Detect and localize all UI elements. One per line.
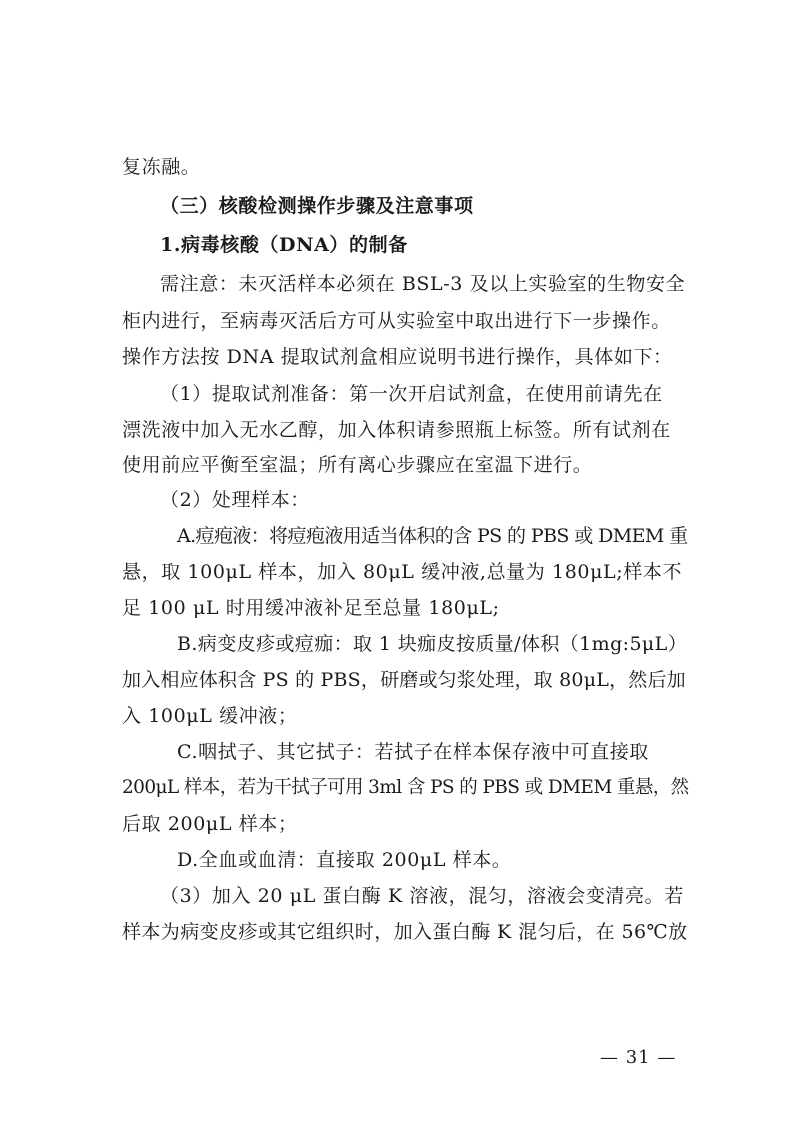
text-line: 足 100 μL 时用缓冲液补足至总量 180μL;	[122, 597, 500, 619]
text-line: 200μL 样本，若为干拭子可用 3ml 含 PS 的 PBS 或 DMEM 重悬，然	[122, 777, 689, 798]
text-line: （2）处理样本：	[160, 489, 310, 511]
text-line: 柜内进行，至病毒灭活后方可从实验室中取出进行下一步操作。	[122, 310, 671, 332]
section-heading: （三）核酸检测操作步骤及注意事项	[160, 195, 474, 217]
text-line: A.痘疱液：将痘疱液用适当体积的含 PS 的 PBS 或 DMEM 重	[177, 525, 688, 547]
text-line: B.病变皮疹或痘痂：取 1 块痂皮按质量/体积（1mg:5μL）	[177, 633, 688, 655]
text-line: （3）加入 20 μL 蛋白酶 K 溶液，混匀，溶液会变清亮。若	[160, 885, 684, 907]
text-line: C.咽拭子、其它拭子：若拭子在样本保存液中可直接取	[177, 741, 649, 763]
text-line: 需注意：未灭活样本必须在 BSL-3 及以上实验室的生物安全	[160, 273, 686, 295]
text-line: D.全血或血清：直接取 200μL 样本。	[177, 849, 512, 871]
text-line: 漂洗液中加入无水乙醇，加入体积请参照瓶上标签。所有试剂在	[122, 419, 671, 441]
text-line: 加入相应体积含 PS 的 PBS，研磨或匀浆处理，取 80μL，然后加	[122, 669, 686, 691]
text-line: 入 100μL 缓冲液；	[122, 705, 298, 727]
text-line: 操作方法按 DNA 提取试剂盒相应说明书进行操作，具体如下：	[122, 346, 673, 368]
text-line: 使用前应平衡至室温；所有离心步骤应在室温下进行。	[122, 454, 593, 476]
text-line: 悬，取 100μL 样本，加入 80μL 缓冲液,总量为 180μL;样本不	[122, 561, 683, 583]
text-line: 后取 200μL 样本；	[122, 813, 298, 835]
subsection-heading: 1.病毒核酸（DNA）的制备	[160, 234, 408, 256]
text-line: 复冻融。	[122, 156, 201, 178]
text-line: （1）提取试剂准备：第一次开启试剂盒，在使用前请先在	[160, 383, 663, 405]
text-line: 样本为病变皮疹或其它组织时，加入蛋白酶 K 混匀后，在 56℃放	[122, 921, 688, 943]
page-number: — 31 —	[600, 1047, 677, 1068]
